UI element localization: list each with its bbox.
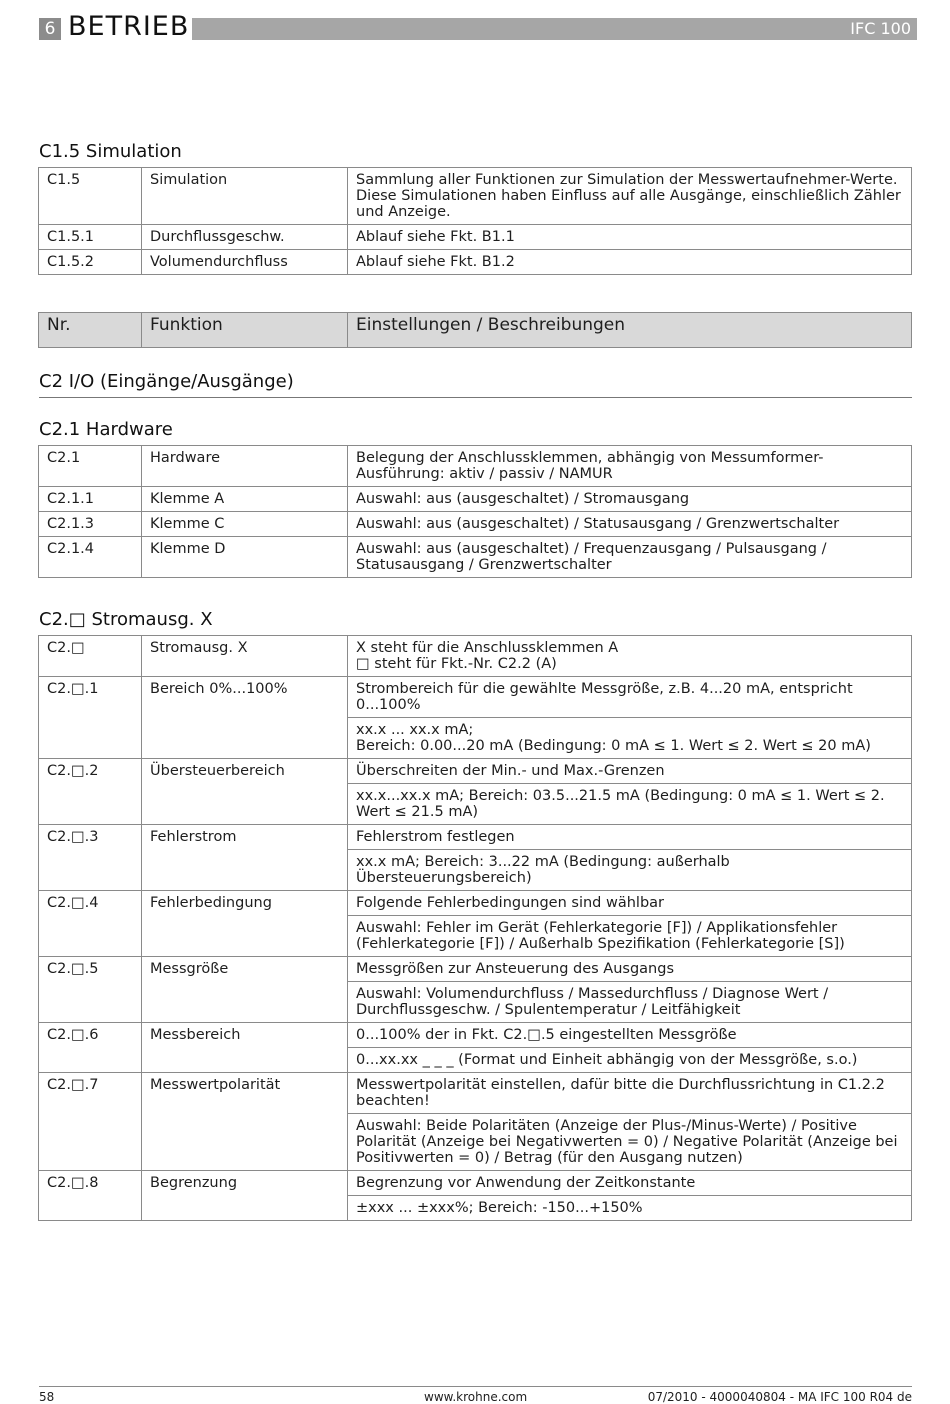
table-row [39,759,912,784]
cell-function: Messwertpolarität [142,1073,348,1171]
cell-function: Bereich 0%...100% [142,677,348,759]
table-c21 [38,445,912,578]
cell-function: Fehlerbedingung [142,891,348,957]
cell-setting: xx.x...xx.x mA; Bereich: 03.5...21.5 mA (Bedingung: 0 mA ≤ 1. Wert ≤ 2. Wert ≤ 21.5 mA) [348,784,912,825]
chapter-number: 6 [39,18,61,40]
description-line: □ steht für Fkt.-Nr. C2.2 (A) [356,656,557,672]
description-line: X steht für die Anschlussklemmen A [356,640,619,656]
table-c15 [38,167,912,275]
cell-nr: C2.□.3 [39,825,142,891]
page-number: 58 [39,1390,55,1404]
cell-description: Auswahl: aus (ausgeschaltet) / Stromausgang [348,487,912,512]
table-row [39,677,912,718]
cell-nr: C2.1.3 [39,512,142,537]
cell-setting: xx.x mA; Bereich: 3...22 mA (Bedingung: außerhalb Übersteuerungsbereich) [348,850,912,891]
footer-rule [39,1386,912,1387]
cell-description: Ablauf siehe Fkt. B1.1 [348,225,912,250]
header-bar [192,18,917,40]
cell-function: Hardware [142,446,348,487]
header-funktion: Funktion [142,313,348,348]
cell-nr: C2.□.2 [39,759,142,825]
cell-function: Fehlerstrom [142,825,348,891]
cell-function: Stromausg. X [142,636,348,677]
cell-nr: C2.1 [39,446,142,487]
footer-url: www.krohne.com [424,1390,528,1404]
cell-setting: ±xxx ... ±xxx%; Bereich: -150...+150% [348,1196,912,1221]
chapter-title: BETRIEB [68,11,190,42]
cell-setting: Auswahl: Beide Polaritäten (Anzeige der Plus-/Minus-Werte) / Positive Polarität (Anzeige bei Negativwerten = 0) / Negative Polarität (Anzeige bei Positivwerten = 0) / Betrag (für den Ausgang nutzen) [348,1114,912,1171]
cell-description: Überschreiten der Min.- und Max.-Grenzen [348,759,912,784]
section-title-c2x: C2.□ Stromausg. X [39,609,213,630]
table-row [39,825,912,850]
document-name: IFC 100 [850,19,911,38]
cell-setting [348,718,912,759]
cell-description: Auswahl: aus (ausgeschaltet) / Statusausgang / Grenzwertschalter [348,512,912,537]
cell-function: Übersteuerbereich [142,759,348,825]
header-einstellungen: Einstellungen / Beschreibungen [348,313,912,348]
cell-description: Belegung der Anschlussklemmen, abhängig von Messumformer-Ausführung: aktiv / passiv / NAMUR [348,446,912,487]
cell-nr: C2.□.1 [39,677,142,759]
cell-function: Klemme A [142,487,348,512]
cell-setting: Auswahl: Volumendurchfluss / Massedurchfluss / Diagnose Wert / Durchflussgeschw. / Spulentemperatur / Leitfähigkeit [348,982,912,1023]
cell-nr: C1.5.1 [39,225,142,250]
table-row [39,250,912,275]
table-row [39,512,912,537]
cell-description: Folgende Fehlerbedingungen sind wählbar [348,891,912,916]
cell-function: Simulation [142,168,348,225]
cell-description [348,636,912,677]
cell-function: Messbereich [142,1023,348,1073]
footer-document-reference: 07/2010 - 4000040804 - MA IFC 100 R04 de [647,1390,912,1404]
cell-description: 0...100% der in Fkt. C2.□.5 eingestellten Messgröße [348,1023,912,1048]
cell-function: Volumendurchfluss [142,250,348,275]
section-title-c2: C2 I/O (Eingänge/Ausgänge) [39,371,294,392]
cell-nr: C2.□.7 [39,1073,142,1171]
cell-description: Begrenzung vor Anwendung der Zeitkonstante [348,1171,912,1196]
setting-line: xx.x ... xx.x mA; [356,722,474,738]
setting-line: Bereich: 0.00...20 mA (Bedingung: 0 mA ≤ 1. Wert ≤ 2. Wert ≤ 20 mA) [356,738,871,754]
cell-setting: 0...xx.xx _ _ _ (Format und Einheit abhängig von der Messgröße, s.o.) [348,1048,912,1073]
cell-description: Ablauf siehe Fkt. B1.2 [348,250,912,275]
cell-function: Messgröße [142,957,348,1023]
table-row [39,168,912,225]
cell-function: Klemme D [142,537,348,578]
section-rule [39,397,912,398]
cell-description: Messgrößen zur Ansteuerung des Ausgangs [348,957,912,982]
cell-nr: C2.1.1 [39,487,142,512]
section-title-c21: C2.1 Hardware [39,419,173,440]
table-row [39,957,912,982]
table-row [39,891,912,916]
cell-function: Durchflussgeschw. [142,225,348,250]
cell-setting: Auswahl: Fehler im Gerät (Fehlerkategorie [F]) / Applikationsfehler (Fehlerkategorie [F]) / Außerhalb Spezifikation (Fehlerkategorie [S]) [348,916,912,957]
cell-nr: C2.□.6 [39,1023,142,1073]
cell-nr: C2.□ [39,636,142,677]
cell-description: Fehlerstrom festlegen [348,825,912,850]
table-row [39,1023,912,1048]
column-header-row [39,313,912,348]
table-row [39,636,912,677]
cell-nr: C2.□.5 [39,957,142,1023]
table-c2x [38,635,912,1221]
cell-function: Begrenzung [142,1171,348,1221]
column-header-table [38,312,912,348]
table-row [39,1171,912,1196]
cell-nr: C1.5 [39,168,142,225]
cell-description: Sammlung aller Funktionen zur Simulation der Messwertaufnehmer-Werte. Diese Simulationen haben Einfluss auf alle Ausgänge, einschließlich Zähler und Anzeige. [348,168,912,225]
cell-nr: C2.□.4 [39,891,142,957]
cell-description: Messwertpolarität einstellen, dafür bitte die Durchflussrichtung in C1.2.2 beachten! [348,1073,912,1114]
table-row [39,225,912,250]
cell-description: Strombereich für die gewählte Messgröße, z.B. 4...20 mA, entspricht 0...100% [348,677,912,718]
cell-nr: C2.□.8 [39,1171,142,1221]
table-row [39,1073,912,1114]
cell-function: Klemme C [142,512,348,537]
header-nr: Nr. [39,313,142,348]
cell-description: Auswahl: aus (ausgeschaltet) / Frequenzausgang / Pulsausgang / Statusausgang / Grenzwertschalter [348,537,912,578]
cell-nr: C2.1.4 [39,537,142,578]
cell-nr: C1.5.2 [39,250,142,275]
table-row [39,446,912,487]
page-header [39,11,917,42]
section-title-c15: C1.5 Simulation [39,141,182,162]
table-row [39,487,912,512]
table-row [39,537,912,578]
